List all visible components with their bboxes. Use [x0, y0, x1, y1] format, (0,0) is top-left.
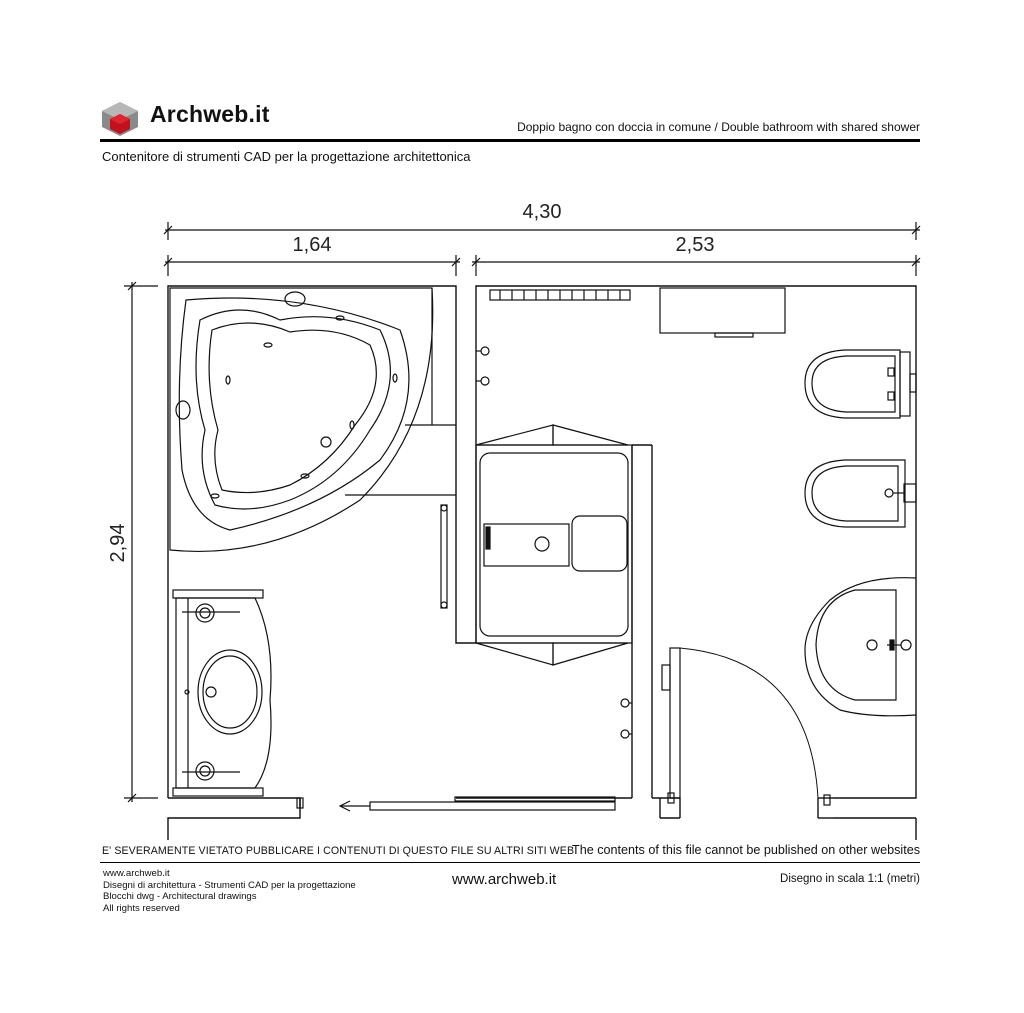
dimension-right-label: 2,53 [675, 234, 715, 256]
dimension-left-label: 1,64 [292, 234, 332, 256]
dimension-total-label: 4,30 [522, 201, 562, 223]
footer-credit-line: Blocchi dwg - Architectural drawings [103, 891, 257, 902]
shared-shower [476, 425, 632, 665]
swing-door [662, 648, 830, 805]
copyright-notice-italian: E' SEVERAMENTE VIETATO PUBBLICARE I CONTENUTI DI QUESTO FILE SU ALTRI SITI WEB [102, 845, 575, 857]
dimension-right [472, 255, 920, 276]
radiator [490, 290, 630, 300]
footer-website: www.archweb.it [452, 871, 557, 888]
walls [168, 286, 916, 840]
dimension-height [124, 282, 158, 802]
footer-divider [100, 862, 920, 863]
left-vanity-washbasin [173, 590, 271, 796]
footer-scale-note: Disegno in scala 1:1 (metri) [780, 873, 920, 885]
corner-bathtub [170, 288, 456, 551]
dimension-left [164, 255, 460, 276]
right-washbasin [805, 578, 916, 716]
towel-rail-left [441, 505, 447, 608]
wall-hooks [476, 347, 632, 738]
toilet [805, 350, 916, 418]
footer-credit-line: All rights reserved [103, 902, 180, 914]
drawing-title: Doppio bagno con doccia in comune / Double bathroom with shared shower [517, 120, 920, 134]
tagline: Contenitore di strumenti CAD per la progettazione architettonica [102, 149, 471, 164]
dimension-height-label: 2,94 [107, 523, 129, 563]
cabinet [660, 288, 785, 337]
copyright-notice-english: The contents of this file cannot be published on other websites [572, 843, 920, 857]
footer-credits [103, 868, 356, 914]
brand-name: Archweb.it [150, 101, 270, 127]
bidet [805, 460, 916, 527]
footer-credit-line: www.archweb.it [103, 868, 170, 879]
dimension-total [164, 222, 920, 240]
footer-credit-line: Disegni di architettura - Strumenti CAD per la progettazione [103, 879, 356, 891]
sliding-door [297, 797, 615, 811]
